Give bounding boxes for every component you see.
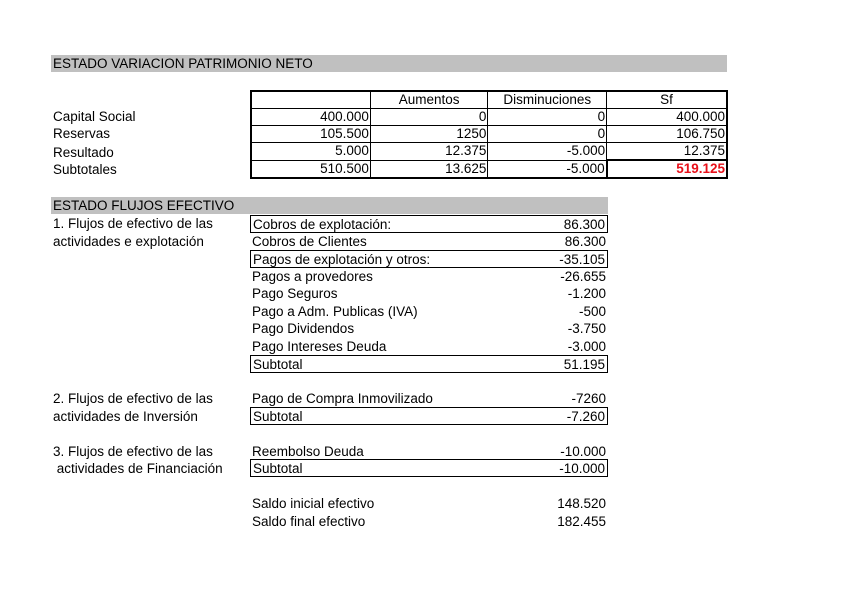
item-value: -1.200 [567,286,606,301]
flujos-title-bar [51,197,608,214]
header-aumentos: Aumentos [370,91,488,109]
section3-label-line2: actividades de Financiación [53,461,223,476]
patrimonio-table [250,90,728,179]
item-text: Saldo final efectivo [252,514,366,529]
item-text: Cobros de explotación: [253,217,392,232]
saldo-inicial-row [250,495,608,512]
list-item-pagos-explotacion [250,250,608,268]
list-item [250,338,608,355]
section1-label-line1: 1. Flujos de efectivo de las [53,216,213,231]
item-text: Pago Seguros [252,286,338,301]
item-text: Pagos a provedores [252,269,373,284]
list-item [250,320,608,337]
table-row [251,109,727,126]
item-value: 148.520 [557,496,606,511]
saldo-final-row [250,513,608,530]
item-text: Pago de Compra Inmovilizado [252,391,433,406]
section2-label-line1: 2. Flujos de efectivo de las [53,391,213,406]
item-value: -3.000 [567,339,606,354]
table-row [251,126,727,143]
list-item [250,285,608,302]
subtotal-row [250,355,608,373]
item-text: Saldo inicial efectivo [252,496,375,511]
list-item [250,233,608,250]
item-text: Pagos de explotación y otros: [253,252,431,267]
item-text: Pago Intereses Deuda [252,339,387,354]
row-label-reservas: Reservas [53,126,111,141]
table-cell: -5.000 [488,160,607,178]
table-cell: 400.000 [607,109,727,126]
item-value: -10.000 [560,444,606,459]
subtotal-row [250,459,608,477]
header-disminuciones: Disminuciones [488,91,607,109]
item-value: 182.455 [557,514,606,529]
header-sf: Sf [607,91,727,109]
item-value: -26.655 [560,269,606,284]
list-item-cobros-explotacion [250,215,608,233]
list-item [250,303,608,320]
item-text: Cobros de Clientes [252,234,367,249]
total-highlight-cell: 519.125 [607,160,727,178]
item-text: Subtotal [253,461,303,476]
table-cell: -5.000 [488,143,607,161]
row-label-resultado: Resultado [53,145,114,160]
flujos-title: ESTADO FLUJOS EFECTIVO [53,198,235,213]
table-row-subtotal [251,160,727,178]
item-text: Pago Dividendos [252,321,355,336]
table-cell: 1250 [370,126,488,143]
table-cell: 12.375 [370,143,488,161]
table-cell: 0 [370,109,488,126]
patrimonio-title: ESTADO VARIACION PATRIMONIO NETO [53,56,313,71]
item-value: -7260 [571,391,606,406]
item-text: Subtotal [253,357,303,372]
table-header-row [251,91,727,109]
table-cell: 400.000 [251,109,370,126]
list-item [250,268,608,285]
row-label-capital: Capital Social [53,109,136,124]
table-cell: 0 [488,126,607,143]
table-cell: 510.500 [251,160,370,178]
table-row [251,143,727,161]
item-value: -7.260 [566,409,605,424]
header-cell [251,91,370,109]
patrimonio-title-bar [51,55,727,72]
section1-label-line2: actividades e explotación [53,234,204,249]
section3-label-line1: 3. Flujos de efectivo de las [53,444,213,459]
section2-label-line2: actividades de Inversión [53,409,198,424]
table-cell: 12.375 [607,143,727,161]
item-value: -3.750 [567,321,606,336]
row-label-subtotales: Subtotales [53,162,117,177]
list-item [250,390,608,407]
item-value: -10.000 [559,461,605,476]
item-text: Subtotal [253,409,303,424]
item-value: 51.195 [563,357,605,372]
subtotal-row [250,407,608,425]
item-value: -500 [578,304,606,319]
table-cell: 106.750 [607,126,727,143]
item-text: Pago a Adm. Publicas (IVA) [252,304,418,319]
item-text: Reembolso Deuda [252,444,364,459]
list-item [250,443,608,460]
table-cell: 5.000 [251,143,370,161]
item-value: -35.105 [559,252,605,267]
table-cell: 105.500 [251,126,370,143]
table-cell: 0 [488,109,607,126]
table-cell: 13.625 [370,160,488,178]
item-value: 86.300 [564,234,606,249]
item-value: 86.300 [563,217,605,232]
